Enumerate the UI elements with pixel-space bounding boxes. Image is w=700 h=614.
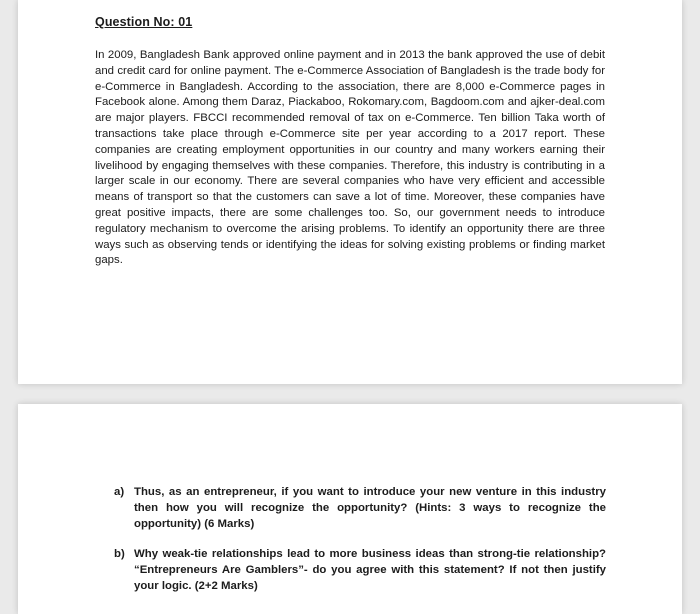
subquestion-text: Thus, as an entrepreneur, if you want to introduce your new venture in this industry then how you will recognize the opportunity? (Hints: 3 ways to recognize the opportunity) (6 Marks) xyxy=(134,486,606,530)
question-title: Question No: 01 xyxy=(95,15,193,29)
document-page-2 xyxy=(18,404,682,614)
subquestion-marker: a) xyxy=(114,486,125,498)
subquestion-marker: b) xyxy=(114,548,125,560)
subquestion-a xyxy=(114,484,606,532)
subquestion-list xyxy=(114,484,606,608)
document-page-1 xyxy=(18,0,682,384)
subquestion-text: Why weak-tie relationships lead to more business ideas than strong-tie relationship? “Entrepreneurs Are Gamblers”- do you agree with this statement? If not then justify your logic. (2+2 Marks) xyxy=(134,548,606,592)
question-body: In 2009, Bangladesh Bank approved online payment and in 2013 the bank approved the use of debit and credit card for online payment. The e-Commerce Association of Bangladesh is the trade body for e-Commerce in Bangladesh. According to the association, there are 8,000 e-Commerce pages in Facebook alone. Among them Daraz, Piackaboo, Rokomary.com, Bagdoom.com and ajker-deal.com are major players. FBCCI recommended removal of tax on e-Commerce. Ten billion Taka worth of transactions take place through e-Commerce site per year according to a 2017 report. These companies are creating employment opportunities in our country and many workers earning their livelihood by engaging themselves with these companies. Therefore, this industry is contributing in a larger scale in our economy. There are several companies who have very efficient and accessible means of transport so that the customers can save a lot of time. Moreover, these companies have great positive impacts, there are some challenges too. So, our government needs to introduce regulatory mechanism to overcome the arising problems. To identify an opportunity there are three ways such as observing tends or identifying the ideas for solving existing problems or finding market gaps. xyxy=(95,49,605,267)
subquestion-b xyxy=(114,546,606,594)
